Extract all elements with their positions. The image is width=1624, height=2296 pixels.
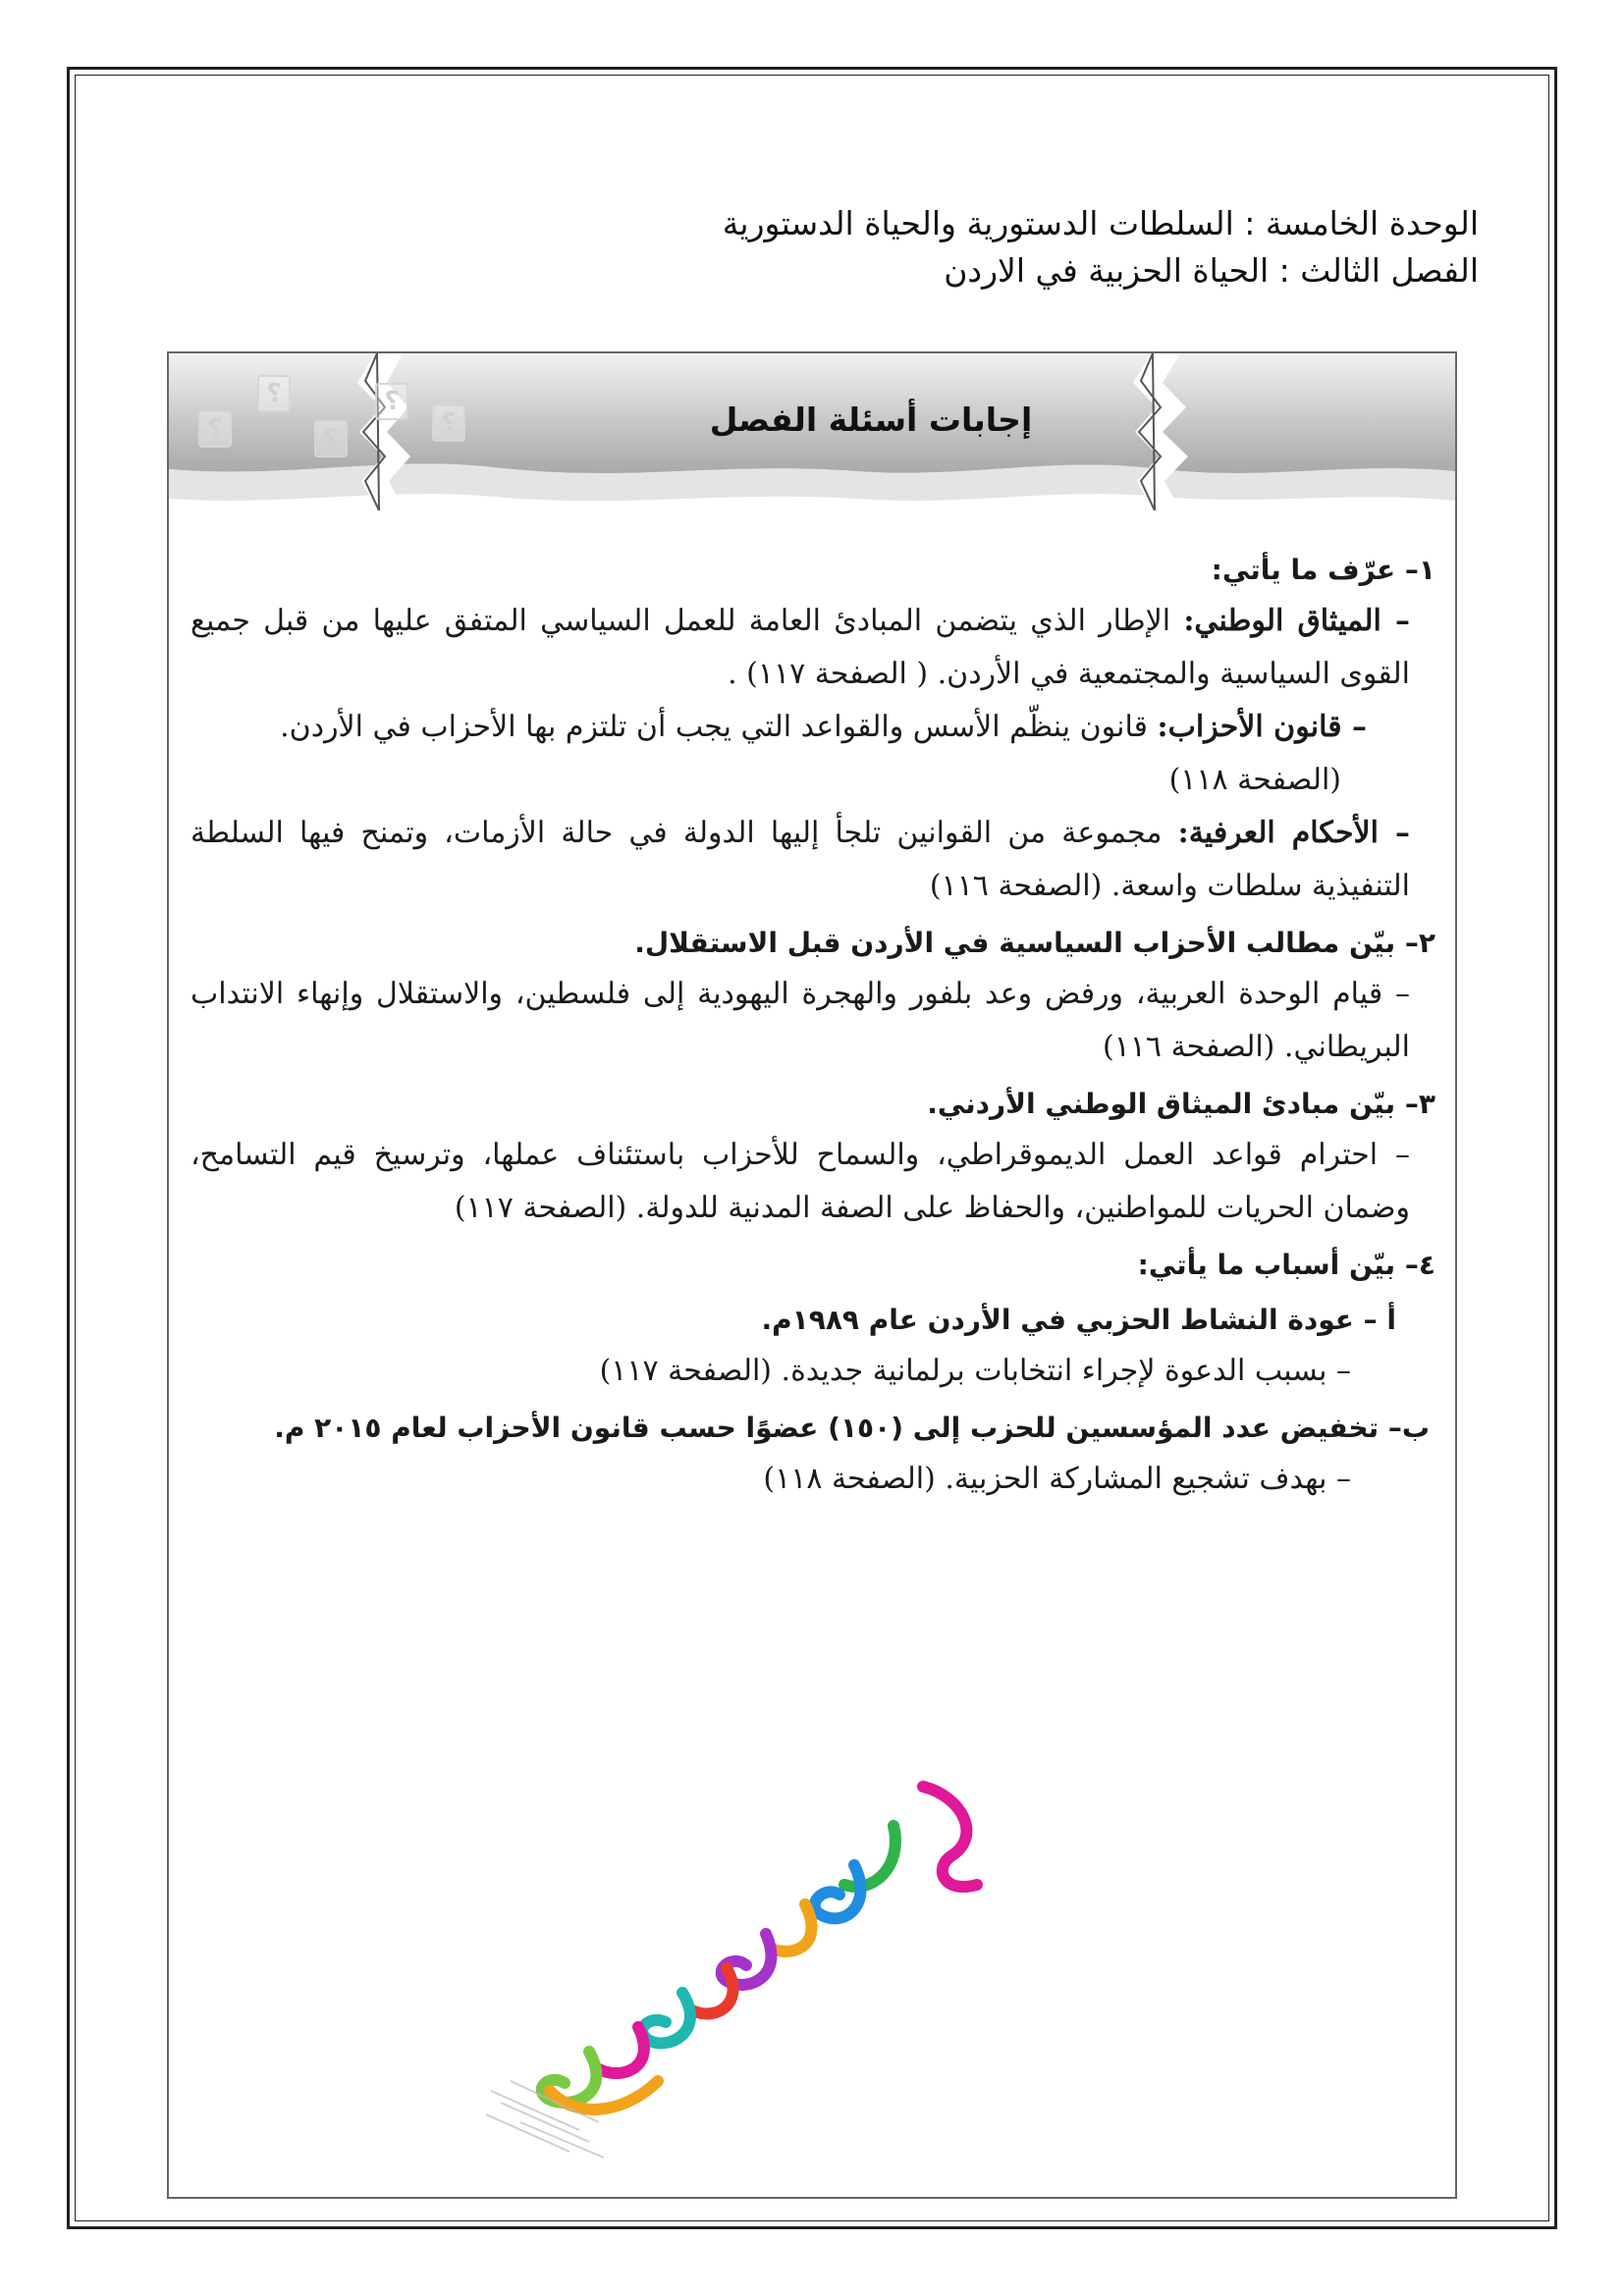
answer-text: الإطار الذي يتضمن المبادئ العامة للعمل السياسي المتفق عليها من قبل جميع القوى السياسية والمجتمعية في الأردن. ( الصفحة ١١٧) . [190,604,1410,691]
answer-text: قانون ينظّم الأسس والقواعد التي يجب أن تلتزم بها الأحزاب في الأردن. [280,710,1158,744]
question-1-title: ١– عرّف ما يأتي: [1211,554,1435,586]
answer-item [190,595,1435,701]
banner-title: إجابات أسئلة الفصل [709,400,1033,439]
question-mark-icon: ؟ [257,375,291,412]
answer-text: مجموعة من القوانين تلجأ إليها الدولة في حالة الأزمات، وتمنح فيها السلطة التنفيذية سلطات واسعة. (الصفحة ١١٦) [190,816,1410,903]
question-mark-icon: ؟ [314,420,348,457]
answer-item [190,807,1435,913]
answer-item [190,701,1435,754]
question-4-title: ٤– بيّن أسباب ما يأتي: [1137,1249,1435,1281]
answer-ref: (الصفحة ١١٨) [1168,763,1341,797]
question-3-title: ٣– بيّن مبادئ الميثاق الوطني الأردني. [927,1088,1435,1120]
question-mark-icon: ؟ [432,404,465,442]
answer-text: – قيام الوحدة العربية، ورفض وعد بلفور والهجرة اليهودية إلى فلسطين، والاستقلال وإنهاء الانتداب البريطاني. (الصفحة ١١٦) [190,977,1410,1064]
chapter-title: الفصل الثالث : الحياة الحزبية في الاردن [944,251,1479,290]
answer-text: – بسبب الدعوة لإجراء انتخابات برلمانية جديدة. (الصفحة ١١٧) [599,1354,1351,1388]
answer-term: – الميثاق الوطني: [1183,604,1410,638]
answer-term: – الأحكام العرفية: [1177,816,1410,850]
question-2-title: ٢– بيّن مطالب الأحزاب السياسية في الأردن قبل الاستقلال. [634,927,1435,959]
answer-term: – قانون الأحزاب: [1157,710,1367,744]
question-mark-icon: ؟ [198,410,232,448]
signature-artwork [432,1757,1060,2169]
page-header [399,200,1479,294]
answers-banner [169,353,1455,510]
signature-graphic [432,1757,1060,2169]
question-4a-title: أ – عودة النشاط الحزبي في الأردن عام ١٩٨٩م. [761,1304,1396,1336]
question-4b-title: ب– تخفيض عدد المؤسسين للحزب إلى (١٥٠) عضوًا حسب قانون الأحزاب لعام ٢٠١٥ م. [274,1412,1430,1444]
answer-text: – بهدف تشجيع المشاركة الحزبية. (الصفحة ١١٨) [763,1462,1351,1496]
questions-answers [190,540,1435,1506]
answer-text: – احترام قواعد العمل الديموقراطي، والسماح للأحزاب باستئناف عملها، وترسيخ قيم التسامح، وضمان الحريات للمواطنين، والحفاظ على الصفة المدنية للدولة. (الصفحة ١١٧) [190,1138,1410,1225]
unit-title: الوحدة الخامسة : السلطات الدستورية والحياة الدستورية [722,204,1479,242]
question-mark-icon: ؟ [375,383,408,420]
